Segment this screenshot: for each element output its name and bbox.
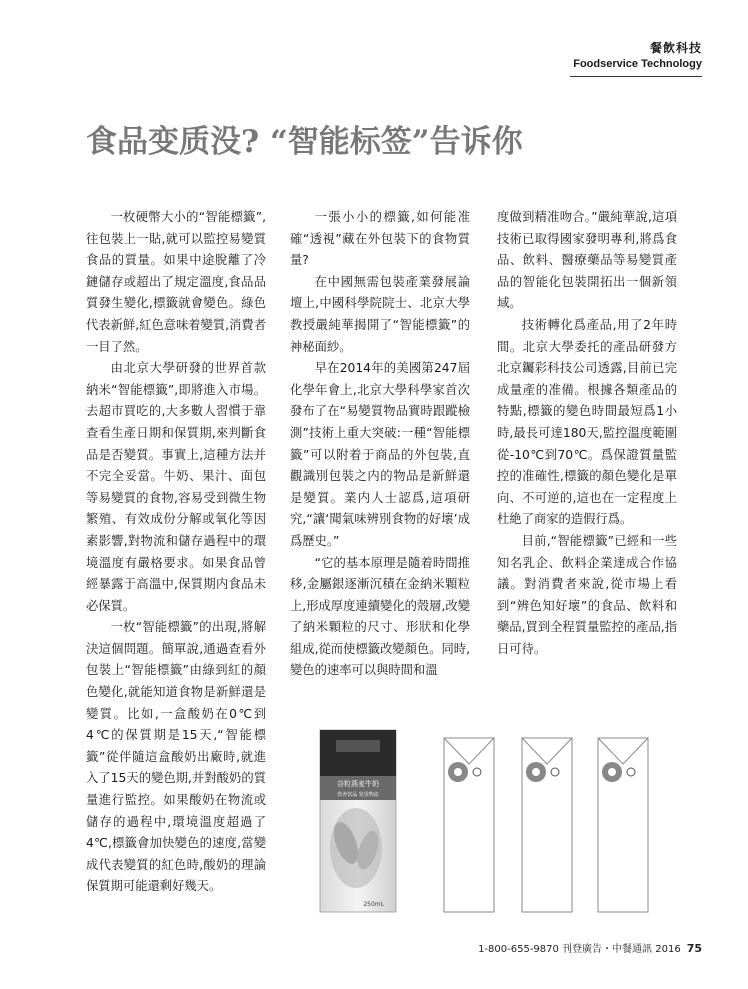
text-column-3 (497, 207, 677, 660)
article-title: 食品变质没? “智能标签”告诉你 (86, 124, 523, 160)
carton-label-line-1: 谷粒燕麦牛奶 (337, 780, 379, 788)
paragraph: 度做到精准吻合。”嚴純華說,這項技術已取得國家發明專利,將爲食品、飲料、醫療藥品等易變質產品的智能化包裝開拓出一個新領域。 (497, 210, 677, 311)
paragraph: 一張小小的標籤,如何能准確“透視”藏在外包裝下的食物質量? (290, 210, 470, 268)
page-footer (478, 940, 702, 955)
paragraph: “它的基本原理是隨着時間推移,金屬銀逐漸沉積在金納米顆粒上,形成厚度連續變化的殼層,改變了納米顆粒的尺寸、形狀和化學組成,從而使標籤改變顏色。同時,變色的速率可以與時間和溫 (290, 555, 470, 678)
carton-label-line-2: 营养饮品 发货物流 (337, 792, 379, 798)
paragraph: 早在2014年的美國第247屆化學年會上,北京大學科學家首次發布了在“易變質物品實時跟蹤檢測”技術上重大突破:一種“智能標籤”可以附着于商品的外包裝,直觀識別包裝之内的物品是新鮮還是變質。業内人士認爲,這項研究,“讓‘聞氣味辨別食物的好壞’成爲歷史。” (290, 361, 470, 548)
section-title-en: Foodservice Technology (573, 58, 702, 70)
page-number: 75 (686, 942, 702, 955)
section-title-cn: 餐飲科技 (649, 41, 702, 55)
label-diagram-3 (598, 738, 648, 912)
text-column-1 (86, 207, 266, 898)
label-diagram-2 (522, 738, 572, 912)
product-figure (312, 718, 656, 918)
paragraph: 由北京大學研發的世界首款納米“智能標籤”,即將進入市場。去超市買吃的,大多數人習慣于靠查看生產日期和保質期,來判斷食品是否變質。事實上,這種方法并不完全妥當。牛奶、果汁、面包等易變質的食物,容易受到微生物繁殖、有效成份分解或氧化等因素影響,對物流和儲存過程中的環境溫度有嚴格要求。如果食品曾經暴露于高溫中,保質期内食品未必保質。 (86, 361, 266, 613)
footer-text: 1-800-655-9870 刊登廣告・中餐通訊 2016 (478, 944, 681, 955)
milk-carton (320, 730, 396, 912)
paragraph: 目前,“智能標籤”已經和一些知名乳企、飲料企業達成合作協議。對消費者來說,從市場上看到“辨色知好壞”的食品、飲料和藥品,買到全程質量監控的產品,指日可待。 (497, 533, 677, 656)
text-column-2 (290, 207, 470, 682)
carton-volume: 250mL (363, 901, 384, 908)
paragraph: 在中國無需包裝產業發展論壇上,中國科學院院士、北京大學教授嚴純華揭開了“智能標籤”的神秘面紗。 (290, 274, 470, 354)
paragraph: 技術轉化爲產品,用了2年時間。北京大學委托的產品研發方北京钃彩科技公司透露,目前已完成量產的准備。根據各類產品的特點,標籤的變色時間最短爲1小時,最長可達180天,監控溫度範圍從-10℃到70℃。爲保證質量監控的准確性,標籤的顏色變化是單向、不可逆的,這也在一定程度上杜絶了商家的造假行爲。 (497, 317, 677, 527)
paragraph: 一枚硬幣大小的“智能標籤”,往包裝上一貼,就可以監控易變質食品的質量。如果中途脫離了冷鏈儲存或超出了規定溫度,食品品質發生變化,標籤就會變色。綠色代表新鮮,紅色意味着變質,消費者一目了然。 (86, 210, 266, 354)
label-diagram-1 (444, 738, 494, 912)
figure-illustration (312, 718, 656, 918)
header-divider (570, 76, 702, 77)
paragraph: 一枚“智能標籤”的出現,將解決這個問題。簡單說,通過查看外包裝上“智能標籤”由綠到紅的顏色變化,就能知道食物是新鮮還是變質。比如,一盒酸奶在0℃到4℃的保質期是15天,“智能標籤”從伴隨這盒酸奶出廠時,就進入了15天的變色期,并對酸奶的質量進行監控。如果酸奶在物流或儲存的過程中,環境溫度超過了4℃,標籤會加快變色的速度,當變成代表變質的紅色時,酸奶的理論保質期可能還剩好幾天。 (86, 620, 266, 894)
